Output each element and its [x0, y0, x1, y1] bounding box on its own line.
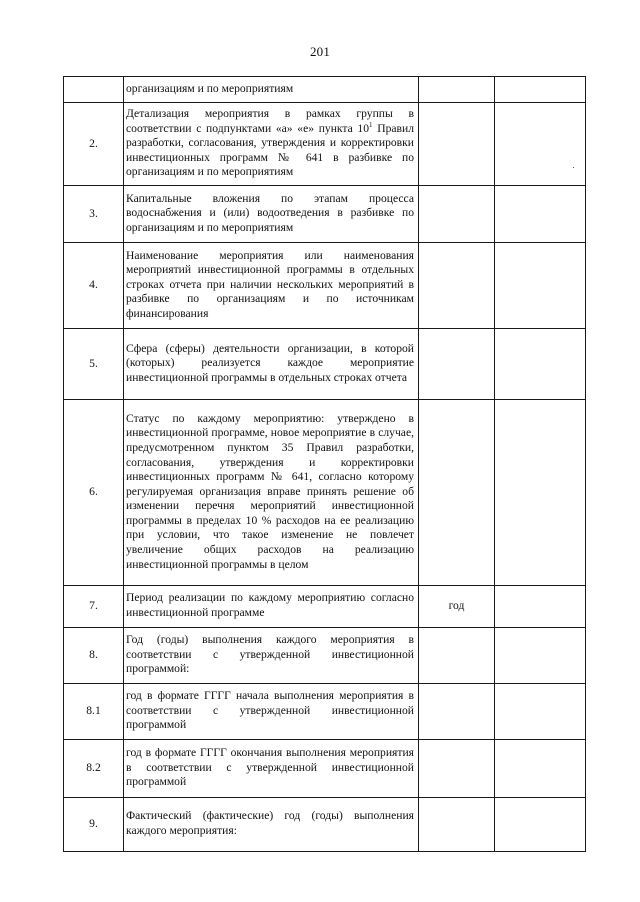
row-unit	[419, 186, 495, 243]
row-value	[495, 684, 586, 740]
row-unit	[419, 243, 495, 329]
page-number: 201	[309, 44, 331, 59]
row-description: год в формате ГГГГ начала выполнения мероприятия в соответствии с утвержденной инвестиционной программой	[124, 684, 419, 740]
table-row	[64, 186, 586, 243]
table-row	[64, 740, 586, 798]
row-unit	[419, 684, 495, 740]
row-description: Статус по каждому мероприятию: утверждено в инвестиционной программе, новое мероприятие в случае, предусмотренном пунктом 35 Правил разработки, согласования, утверждения и корректировки инвестиционных программ № 641, согласно которому регулируемая организация вправе принять решение об изменении перечня мероприятий инвестиционной программы в пределах 10 % расходов на ее реализацию при условии, что такое изменение не повлечет увеличение общих расходов на реализацию инвестиционной программы в целом	[124, 400, 419, 586]
row-number: 9.	[64, 798, 124, 852]
row-number: 5.	[64, 329, 124, 400]
table-row	[64, 103, 586, 186]
row-unit	[419, 628, 495, 684]
table-row	[64, 329, 586, 400]
row-unit	[419, 329, 495, 400]
row-description: год в формате ГГГГ окончания выполнения мероприятия в соответствии с утвержденной инвестиционной программой	[124, 740, 419, 798]
row-unit	[419, 798, 495, 852]
table-row	[64, 243, 586, 329]
row-unit	[419, 77, 495, 103]
table-row	[64, 798, 586, 852]
table-row	[64, 77, 586, 103]
row-number: 2.	[64, 103, 124, 186]
row-description: Наименование мероприятия или наименования мероприятий инвестиционной программы в отдельных строках отчета при наличии нескольких мероприятий в разбивке по организациям и по источникам финансирования	[124, 243, 419, 329]
row-value	[495, 103, 586, 186]
row-value	[495, 586, 586, 628]
table-row	[64, 684, 586, 740]
row-number	[64, 77, 124, 103]
row-value	[495, 740, 586, 798]
row-description: организациям и по мероприятиям	[124, 77, 419, 103]
row-value	[495, 400, 586, 586]
row-number: 7.	[64, 586, 124, 628]
row-description: Фактический (фактические) год (годы) выполнения каждого мероприятия:	[124, 798, 419, 852]
table-row	[64, 586, 586, 628]
row-number: 3.	[64, 186, 124, 243]
scan-speck	[573, 167, 574, 168]
row-description-part: Детализация мероприятия в рамках группы в соответствии с подпунктами «а» «е» пункта 10	[126, 107, 414, 135]
row-value	[495, 628, 586, 684]
row-unit: год	[419, 586, 495, 628]
row-number: 8.2	[64, 740, 124, 798]
row-description	[124, 103, 419, 186]
row-value	[495, 798, 586, 852]
row-description: Капитальные вложения по этапам процесса водоснабжения и (или) водоотведения в разбивке по организациям и по мероприятиям	[124, 186, 419, 243]
row-number: 8.1	[64, 684, 124, 740]
row-number: 6.	[64, 400, 124, 586]
investment-program-table	[63, 76, 586, 852]
row-number: 8.	[64, 628, 124, 684]
row-unit	[419, 740, 495, 798]
row-value	[495, 186, 586, 243]
row-value	[495, 77, 586, 103]
row-description-part: Правил разработки, согласования, утверждения и корректировки инвестиционных программ № 641 в разбивке по организациям и по мероприятиям	[126, 121, 414, 179]
row-value	[495, 329, 586, 400]
table-row	[64, 400, 586, 586]
row-value	[495, 243, 586, 329]
footnote-superscript: 1	[369, 120, 373, 129]
row-unit	[419, 103, 495, 186]
row-number: 4.	[64, 243, 124, 329]
table-row	[64, 628, 586, 684]
row-description: Период реализации по каждому мероприятию согласно инвестиционной программе	[124, 586, 419, 628]
row-description: Сфера (сферы) деятельности организации, в которой (которых) реализуется каждое мероприятие инвестиционной программы в отдельных строках отчета	[124, 329, 419, 400]
row-unit	[419, 400, 495, 586]
row-description: Год (годы) выполнения каждого мероприятия в соответствии с утвержденной инвестиционной программой:	[124, 628, 419, 684]
